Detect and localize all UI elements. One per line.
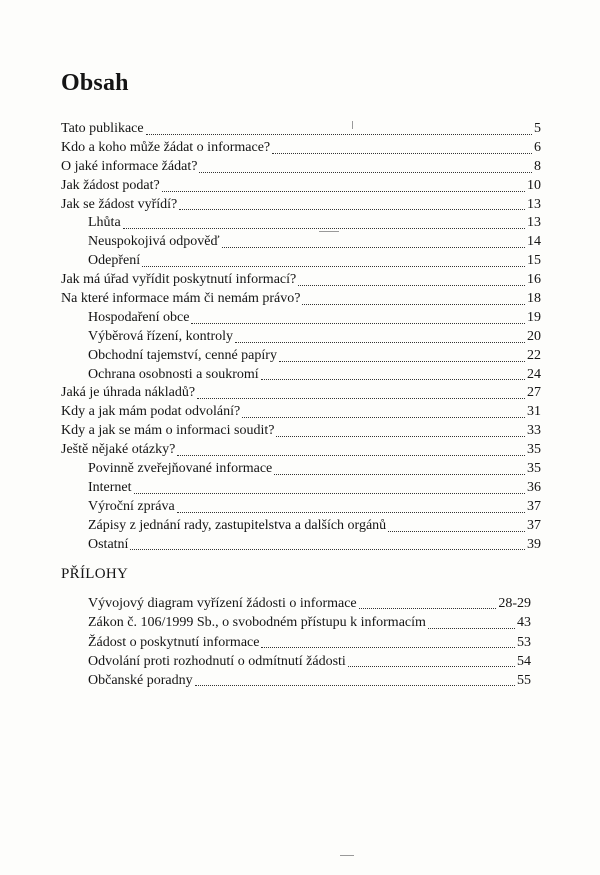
toc-entry-page: 54 xyxy=(517,653,531,669)
toc-entry-label: Ještě nějaké otázky? xyxy=(61,442,176,458)
toc-entry xyxy=(61,271,541,290)
toc-entry-label: Výběrová řízení, kontroly xyxy=(88,328,234,344)
toc-entry-label: Odepření xyxy=(88,253,141,269)
toc-entry-page: 27 xyxy=(527,385,541,401)
toc-entry xyxy=(61,460,541,479)
toc-entry-label: Kdy a jak mám podat odvolání? xyxy=(61,404,241,420)
dot-leader xyxy=(235,341,525,343)
toc-entry-label: Obchodní tajemství, cenné papíry xyxy=(88,347,277,363)
appendix-entry xyxy=(88,594,531,613)
toc-entry-label: O jaké informace žádat? xyxy=(61,158,198,174)
dot-leader xyxy=(272,152,532,154)
dot-leader xyxy=(123,227,525,229)
toc-entry xyxy=(61,196,541,215)
toc-entry-page: 33 xyxy=(527,423,541,439)
toc-entry-label: Na které informace mám či nemám právo? xyxy=(61,291,301,307)
toc-entry xyxy=(61,403,541,422)
dot-leader xyxy=(162,190,525,192)
appendix-heading: PŘÍLOHY xyxy=(61,566,129,582)
toc-entry-label: Odvolání proti rozhodnutí o odmítnutí žádosti xyxy=(88,653,346,669)
toc-entry-label: Zákon č. 106/1999 Sb., o svobodném přístupu k informacím xyxy=(88,615,426,631)
toc-entry-page: 35 xyxy=(527,442,541,458)
toc-entry-label: Neuspokojivá odpověď xyxy=(88,234,220,250)
appendix-entry xyxy=(88,671,531,690)
dot-leader xyxy=(279,360,525,362)
dot-leader xyxy=(222,246,525,248)
scan-mark xyxy=(340,855,354,856)
toc-entry xyxy=(61,177,541,196)
toc-entry xyxy=(61,290,541,309)
toc-entry-label: Ochrana osobnosti a soukromí xyxy=(88,366,259,382)
dot-leader xyxy=(261,646,515,648)
toc-entry-page: 6 xyxy=(534,139,541,155)
appendix-entry xyxy=(88,652,531,671)
toc-entry-label: Povinně zveřejňované informace xyxy=(88,461,273,477)
dot-leader xyxy=(177,454,525,456)
toc-entry xyxy=(61,366,541,385)
toc-entry xyxy=(61,422,541,441)
toc-entry-page: 53 xyxy=(517,634,531,650)
toc-entry xyxy=(61,309,541,328)
toc-entry-label: Vývojový diagram vyřízení žádosti o informace xyxy=(88,596,357,611)
toc-entry-label: Internet xyxy=(88,479,132,495)
toc-entry-label: Kdo a koho může žádat o informace? xyxy=(61,139,271,155)
dot-leader xyxy=(177,511,525,513)
toc-entry xyxy=(61,139,541,158)
appendix-entry xyxy=(88,633,531,652)
dot-leader xyxy=(274,473,525,475)
toc-entry-page: 24 xyxy=(527,366,541,382)
toc-entry-label: Občanské poradny xyxy=(88,673,193,689)
toc-entry-page: 37 xyxy=(527,498,541,514)
toc-entry-label: Jak má úřad vyřídit poskytnutí informací? xyxy=(61,272,297,288)
toc-entry xyxy=(61,517,541,536)
toc-entry-label: Tato publikace xyxy=(61,121,144,136)
toc-entry-page: 31 xyxy=(527,404,541,420)
toc-entry xyxy=(61,384,541,403)
appendix-list xyxy=(88,594,531,690)
dot-leader xyxy=(146,133,532,135)
toc-entry-page: 28-29 xyxy=(498,596,531,611)
page-title: Obsah xyxy=(61,70,129,96)
toc-entry-label: Lhůta xyxy=(88,215,121,231)
toc-entry-label: Žádost o poskytnutí informace xyxy=(88,634,260,650)
dot-leader xyxy=(298,284,525,286)
toc-entry xyxy=(61,536,541,555)
appendix-entry xyxy=(88,613,531,632)
dot-leader xyxy=(199,171,532,173)
toc-entry xyxy=(61,233,541,252)
toc-entry xyxy=(61,252,541,271)
toc-entry-page: 55 xyxy=(517,673,531,689)
table-of-contents xyxy=(61,120,541,554)
toc-entry xyxy=(61,479,541,498)
toc-entry-page: 39 xyxy=(527,536,541,552)
toc-entry xyxy=(61,441,541,460)
toc-entry-page: 8 xyxy=(534,158,541,174)
dot-leader xyxy=(142,265,525,267)
toc-entry-label: Kdy a jak se mám o informaci soudit? xyxy=(61,423,275,439)
toc-entry xyxy=(61,498,541,517)
toc-entry-page: 16 xyxy=(527,272,541,288)
dot-leader xyxy=(191,322,525,324)
toc-entry-page: 14 xyxy=(527,234,541,250)
toc-entry-label: Hospodaření obce xyxy=(88,309,190,325)
toc-entry-page: 35 xyxy=(527,461,541,477)
dot-leader xyxy=(261,378,525,380)
toc-entry-page: 36 xyxy=(527,479,541,495)
dot-leader xyxy=(130,548,525,550)
toc-entry-label: Jak žádost podat? xyxy=(61,177,160,193)
toc-entry-label: Zápisy z jednání rady, zastupitelstva a dalších orgánů xyxy=(88,517,387,533)
toc-entry-page: 20 xyxy=(527,328,541,344)
toc-entry-page: 22 xyxy=(527,347,541,363)
dot-leader xyxy=(179,208,525,210)
dot-leader xyxy=(348,665,515,667)
toc-entry xyxy=(61,214,541,233)
dot-leader xyxy=(242,416,525,418)
toc-entry-page: 18 xyxy=(527,291,541,307)
dot-leader xyxy=(276,435,525,437)
toc-entry-label: Výroční zpráva xyxy=(88,498,175,514)
dot-leader xyxy=(428,627,515,629)
scan-mark xyxy=(319,231,339,232)
toc-entry xyxy=(61,328,541,347)
toc-entry-page: 5 xyxy=(534,121,541,136)
dot-leader xyxy=(134,492,525,494)
toc-entry-page: 15 xyxy=(527,253,541,269)
toc-entry-label: Ostatní xyxy=(88,536,129,552)
dot-leader xyxy=(197,397,525,399)
toc-entry-page: 13 xyxy=(527,196,541,212)
toc-entry-page: 43 xyxy=(517,615,531,631)
toc-entry-page: 19 xyxy=(527,309,541,325)
dot-leader xyxy=(302,303,525,305)
toc-entry xyxy=(61,347,541,366)
dot-leader xyxy=(195,684,515,686)
toc-entry xyxy=(61,158,541,177)
toc-entry xyxy=(61,120,541,139)
toc-entry-label: Jak se žádost vyřídí? xyxy=(61,196,178,212)
toc-entry-page: 13 xyxy=(527,215,541,231)
dot-leader xyxy=(359,607,497,609)
toc-entry-label: Jaká je úhrada nákladů? xyxy=(61,385,196,401)
dot-leader xyxy=(388,530,525,532)
toc-entry-page: 37 xyxy=(527,517,541,533)
toc-entry-page: 10 xyxy=(527,177,541,193)
scan-mark xyxy=(352,121,353,129)
